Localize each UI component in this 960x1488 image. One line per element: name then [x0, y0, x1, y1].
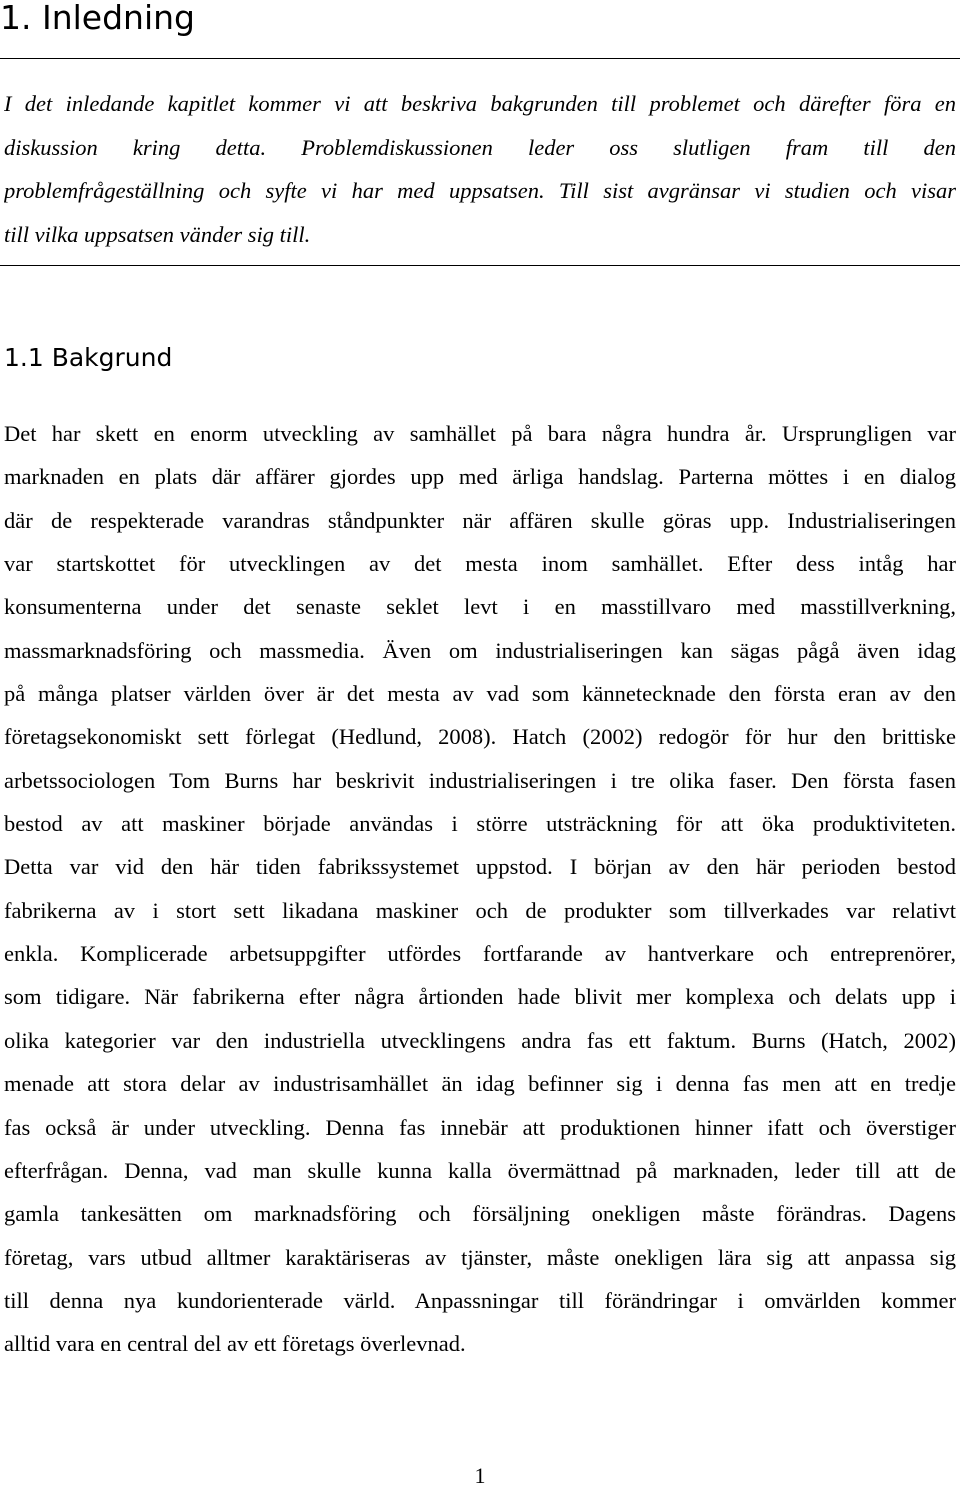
section-heading: 1.1 Bakgrund [4, 343, 173, 372]
body-line: menade att stora delar av industrisamhället än idag befinner sig i denna fas men att en tredje [4, 1071, 956, 1097]
body-line: var startskottet för utvecklingen av det mesta inom samhället. Efter dess intåg har [4, 551, 956, 577]
chapter-intro [4, 82, 956, 256]
body-line: arbetssociologen Tom Burns har beskrivit industrialiseringen i tre olika faser. Den första fasen [4, 767, 956, 793]
body-line: till denna nya kundorienterade värld. Anpassningar till förändringar i omvärlden kommer [4, 1287, 956, 1313]
bottom-divider [0, 265, 960, 266]
body-line: gamla tankesätten om marknadsföring och försäljning onekligen måste förändras. Dagens [4, 1201, 956, 1227]
body-line: som tidigare. När fabrikerna efter några årtionden hade blivit mer komplexa och delats upp i [4, 984, 956, 1010]
intro-line: I det inledande kapitlet kommer vi att beskriva bakgrunden till problemet och därefter föra en [4, 91, 956, 116]
body-line: olika kategorier var den industriella utvecklingens andra fas ett faktum. Burns (Hatch, 2002) [4, 1027, 956, 1053]
body-line: företag, vars utbud alltmer karaktäriseras av tjänster, måste onekligen lära sig att anpassa sig [4, 1244, 956, 1270]
body-line: efterfrågan. Denna, vad man skulle kunna kalla övermättnad på marknaden, leder till att de [4, 1157, 956, 1183]
body-line: företagsekonomiskt sett förlegat (Hedlund, 2008). Hatch (2002) redogör för hur den brittiske [4, 724, 956, 750]
body-line: Det har skett en enorm utveckling av samhället på bara några hundra år. Ursprungligen var [4, 421, 956, 446]
body-line: på många platser världen över är det mesta av vad som kännetecknade den första eran av den [4, 681, 956, 707]
body-line: där de respekterade varandras ståndpunkter när affären skulle göras upp. Industrialiseringen [4, 507, 956, 533]
intro-line: diskussion kring detta. Problemdiskussionen leder oss slutligen fram till den [4, 134, 956, 160]
body-line: fabrikerna av i stort sett likadana maskiner och de produkter som tillverkades var relativt [4, 897, 956, 923]
body-line: massmarknadsföring och massmedia. Även om industrialiseringen kan sägas pågå även idag [4, 637, 956, 663]
body-line: alltid vara en central del av ett företags överlevnad. [4, 1331, 466, 1357]
body-line: enkla. Komplicerade arbetsuppgifter utfördes fortfarande av hantverkare och entreprenörer, [4, 941, 956, 967]
body-line: fas också är under utveckling. Denna fas innebär att produktionen hinner ifatt och överstiger [4, 1114, 956, 1140]
intro-line: till vilka uppsatsen vänder sig till. [4, 221, 311, 247]
top-divider [0, 58, 960, 59]
chapter-title: 1. Inledning [0, 0, 195, 37]
body-line: bestod av att maskiner började användas i större utsträckning för att öka produktiviteten. [4, 811, 956, 837]
body-line: konsumenterna under det senaste seklet levt i en masstillvaro med masstillverkning, [4, 594, 956, 620]
page-number: 1 [474, 1463, 486, 1488]
body-line: Detta var vid den här tiden fabrikssystemet uppstod. I början av den här perioden bestod [4, 854, 956, 880]
body-line: marknaden en plats där affärer gjordes upp med ärliga handslag. Parterna möttes i en dialog [4, 464, 956, 490]
section-body [4, 412, 956, 1366]
intro-line: problemfrågeställning och syfte vi har med uppsatsen. Till sist avgränsar vi studien och visar [4, 178, 956, 203]
